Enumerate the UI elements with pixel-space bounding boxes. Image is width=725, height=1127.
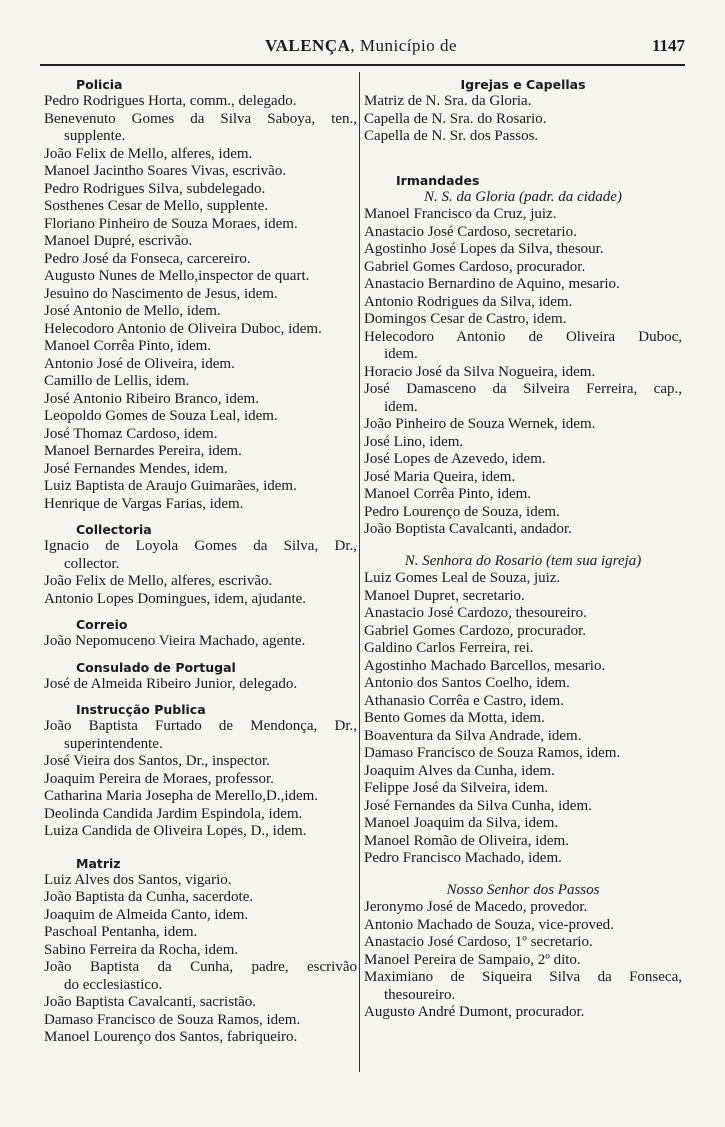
entry-line: Pedro Francisco Machado, idem.	[364, 850, 562, 866]
entry-line: Antonio dos Santos Coelho, idem.	[364, 675, 570, 691]
subheading-gloria-note: (padr. da cidade)	[515, 188, 622, 205]
entry-line: João Baptista Cavalcanti, sacristão.	[44, 994, 257, 1010]
entry-line: Luiza Candida de Oliveira Lopes, D., idem.	[44, 823, 307, 839]
entry-line: superintendente.	[64, 735, 163, 752]
entry-line: Gabriel Gomes Cardoso, procurador.	[364, 258, 586, 275]
entry-line: Manoel Romão de Oliveira, idem.	[364, 832, 569, 849]
spacer	[364, 868, 682, 882]
entry-line: Antonio Rodrigues da Silva, idem.	[364, 293, 573, 310]
entry-line: Joaquim Pereira de Moraes, professor.	[44, 770, 274, 787]
entry-line: João Pinheiro de Souza Wernek, idem.	[364, 416, 596, 432]
entry-line: Antonio José de Oliveira, idem.	[44, 355, 235, 372]
subheading-rosario	[364, 553, 682, 571]
section-heading-matriz: Matriz	[76, 855, 121, 871]
entry-line: Galdino Carlos Ferreira, rei.	[364, 640, 534, 656]
subheading-rosario-name: N. Senhora do Rosario	[404, 552, 543, 569]
entry-line: Jesuino do Nascimento de Jesus, idem.	[44, 285, 278, 302]
entry-line: Joaquim de Almeida Canto, idem.	[44, 906, 249, 923]
entry-line: Leopoldo Gomes de Souza Leal, idem.	[44, 408, 278, 424]
spacer	[44, 513, 357, 521]
entry-line: Henrique de Vargas Farias, idem.	[44, 495, 244, 512]
entry-line: Augusto André Dumont, procurador.	[364, 1004, 585, 1020]
entry-line: Pedro José da Fonseca, carcereiro.	[44, 250, 251, 267]
entry-line: Pedro Rodrigues Horta, comm., delegado.	[44, 93, 297, 109]
entry-line: thesoureiro.	[384, 986, 456, 1003]
entry-line: Anastacio José Cardoso, 1º secretario.	[364, 934, 593, 950]
entry-line: Anastacio Bernardino de Aquino, mesario.	[364, 276, 620, 292]
entry-line: João Felix de Mello, alferes, escrivão.	[44, 573, 273, 589]
entry-line: José Lino, idem.	[364, 433, 464, 450]
igrejas-list	[364, 93, 682, 146]
passos-list	[364, 899, 682, 1022]
entry-line: Capella de N. Sra. do Rosario.	[364, 110, 547, 127]
entry-line: Luiz Alves dos Santos, vigario.	[44, 871, 232, 888]
section-heading-consulado: Consulado de Portugal	[76, 659, 236, 675]
entry-line: José Antonio Ribeiro Branco, idem.	[44, 390, 259, 407]
entry-line: Manoel Corrêa Pinto, idem.	[44, 338, 212, 354]
entry-line: Damaso Francisco de Souza Ramos, idem.	[44, 1011, 301, 1028]
entry-line: Antonio Machado de Souza, vice-proved.	[364, 916, 614, 933]
entry-line: João Baptista da Cunha, sacerdote.	[44, 889, 254, 905]
correio-list	[44, 633, 357, 651]
page-header	[40, 34, 685, 66]
entry-line: idem.	[384, 346, 418, 362]
entry-line: Helecodoro Antonio de Oliveira Duboc, idem.	[44, 320, 322, 337]
entry-line: João Baptista da Cunha, padre, escrivão	[44, 959, 357, 975]
entry-line: Anastacio José Cardozo, thesoureiro.	[364, 605, 587, 621]
policia-list	[44, 93, 357, 513]
subheading-rosario-note: (tem sua igreja)	[542, 552, 642, 569]
entry-line: Manoel Dupret, secretario.	[364, 587, 525, 604]
entry-line: Maximiano de Siqueira Silva da Fonseca,	[364, 969, 682, 985]
entry-line: José Thomaz Cardoso, idem.	[44, 425, 218, 442]
entry-line: Gabriel Gomes Cardozo, procurador.	[364, 622, 587, 639]
entry-line: Helecodoro Antonio de Oliveira Duboc,	[364, 328, 682, 345]
entry-line: Pedro Rodrigues Silva, subdelegado.	[44, 180, 266, 197]
entry-line: Sosthenes Cesar de Mello, supplente.	[44, 198, 269, 214]
entry-line: José Lopes de Azevedo, idem.	[364, 451, 546, 467]
section-heading-policia: Policia	[76, 77, 123, 92]
entry-line: Benevenuto Gomes da Silva Saboya, ten.,	[44, 110, 357, 127]
consulado-list	[44, 676, 357, 694]
section-heading-instrucao: Instrucção Publica	[76, 702, 206, 717]
entry-line: Manoel Joaquim da Silva, idem.	[364, 815, 559, 831]
entry-line: José Fernandes Mendes, idem.	[44, 460, 228, 477]
section-heading-correio: Correio	[76, 617, 128, 632]
entry-line: Augusto Nunes de Mello,inspector de quart.	[44, 268, 310, 284]
entry-line: Agostinho Machado Barcellos, mesario.	[364, 657, 606, 674]
entry-line: Athanasio Corrêa e Castro, idem.	[364, 692, 564, 709]
entry-line: José Vieira dos Santos, Dr., inspector.	[44, 753, 270, 769]
subheading-gloria-name: N. S. da Gloria	[424, 188, 516, 205]
entry-line: Luiz Gomes Leal de Souza, juiz.	[364, 570, 561, 586]
entry-line: Agostinho José Lopes da Silva, thesour.	[364, 241, 604, 257]
entry-line: Horacio José da Silva Nogueira, idem.	[364, 363, 596, 380]
entry-line: Manoel Jacintho Soares Vivas, escrivão.	[44, 163, 287, 179]
subheading-passos: Nosso Senhor dos Passos	[446, 881, 600, 898]
spacer	[364, 146, 682, 172]
left-column	[44, 76, 357, 1047]
entry-line: José Maria Queira, idem.	[364, 468, 516, 485]
running-title-place: VALENÇA	[265, 36, 351, 55]
page-number: 1147	[651, 36, 685, 55]
column-divider	[359, 72, 360, 1072]
instrucao-list	[44, 718, 357, 841]
entry-line: Camillo de Lellis, idem.	[44, 373, 190, 389]
spacer	[44, 841, 357, 855]
rosario-list	[364, 570, 682, 868]
entry-line: Joaquim Alves da Cunha, idem.	[364, 762, 555, 779]
subheading-gloria	[364, 189, 682, 207]
entry-line: Luiz Baptista de Araujo Guimarães, idem.	[44, 478, 297, 494]
entry-line: Manoel Lourenço dos Santos, fabriqueiro.	[44, 1029, 298, 1045]
collectoria-list	[44, 538, 357, 608]
entry-line: Capella de N. Sr. dos Passos.	[364, 128, 539, 144]
entry-line: do ecclesiastico.	[64, 976, 163, 993]
entry-line: Floriano Pinheiro de Souza Moraes, idem.	[44, 215, 298, 232]
section-heading-igrejas: Igrejas e Capellas	[460, 77, 586, 92]
entry-line: supplente.	[64, 128, 126, 144]
entry-line: Manoel Pereira de Sampaio, 2º dito.	[364, 951, 581, 968]
entry-line: Damaso Francisco de Souza Ramos, idem.	[364, 745, 621, 761]
entry-line: Manoel Dupré, escrivão.	[44, 233, 193, 249]
spacer	[44, 651, 357, 659]
entry-line: idem.	[384, 398, 418, 415]
entry-line: Jeronymo José de Macedo, provedor.	[364, 899, 588, 915]
entry-line: Felippe José da Silveira, idem.	[364, 780, 549, 796]
entry-line: João Nepomuceno Vieira Machado, agente.	[44, 633, 306, 649]
entry-line: Antonio Lopes Domingues, idem, ajudante.	[44, 590, 307, 607]
spacer	[44, 608, 357, 616]
entry-line: Catharina Maria Josepha de Merello,D.,idem.	[44, 788, 319, 804]
running-title-rest: , Município de	[350, 36, 458, 55]
entry-line: Pedro Lourenço de Souza, idem.	[364, 503, 560, 520]
entry-line: Deolinda Candida Jardim Espindola, idem.	[44, 805, 303, 822]
entry-line: Manoel Francisco da Cruz, juiz.	[364, 206, 557, 222]
entry-line: Manoel Corrêa Pinto, idem.	[364, 486, 532, 502]
entry-line: José Fernandes da Silva Cunha, idem.	[364, 797, 592, 814]
entry-line: collector.	[64, 555, 120, 572]
right-column	[364, 76, 682, 1022]
entry-line: Boaventura da Silva Andrade, idem.	[364, 727, 582, 744]
matriz-list	[44, 872, 357, 1047]
entry-line: Matriz de N. Sra. da Gloria.	[364, 93, 532, 109]
entry-line: Paschoal Pentanha, idem.	[44, 924, 198, 940]
entry-line: Anastacio José Cardoso, secretario.	[364, 223, 577, 240]
gloria-list	[364, 206, 682, 539]
entry-line: José de Almeida Ribeiro Junior, delegado.	[44, 675, 298, 692]
entry-line: João Boptista Cavalcanti, andador.	[364, 521, 572, 537]
entry-line: Bento Gomes da Motta, idem.	[364, 710, 545, 726]
entry-line: Manoel Bernardes Pereira, idem.	[44, 443, 242, 459]
section-heading-collectoria: Collectoria	[76, 522, 152, 537]
section-heading-irmandades: Irmandades	[396, 172, 480, 188]
entry-line: Domingos Cesar de Castro, idem.	[364, 311, 567, 327]
entry-line: João Baptista Furtado de Mendonça, Dr.,	[44, 718, 357, 734]
entry-line: Sabino Ferreira da Rocha, idem.	[44, 941, 239, 958]
running-title	[265, 36, 457, 56]
entry-line: João Felix de Mello, alferes, idem.	[44, 145, 253, 162]
entry-line: Ignacio de Loyola Gomes da Silva, Dr.,	[44, 538, 357, 554]
entry-line: José Damasceno da Silveira Ferreira, cap.,	[364, 381, 682, 397]
spacer	[44, 693, 357, 701]
spacer	[364, 539, 682, 553]
entry-line: José Antonio de Mello, idem.	[44, 303, 221, 319]
